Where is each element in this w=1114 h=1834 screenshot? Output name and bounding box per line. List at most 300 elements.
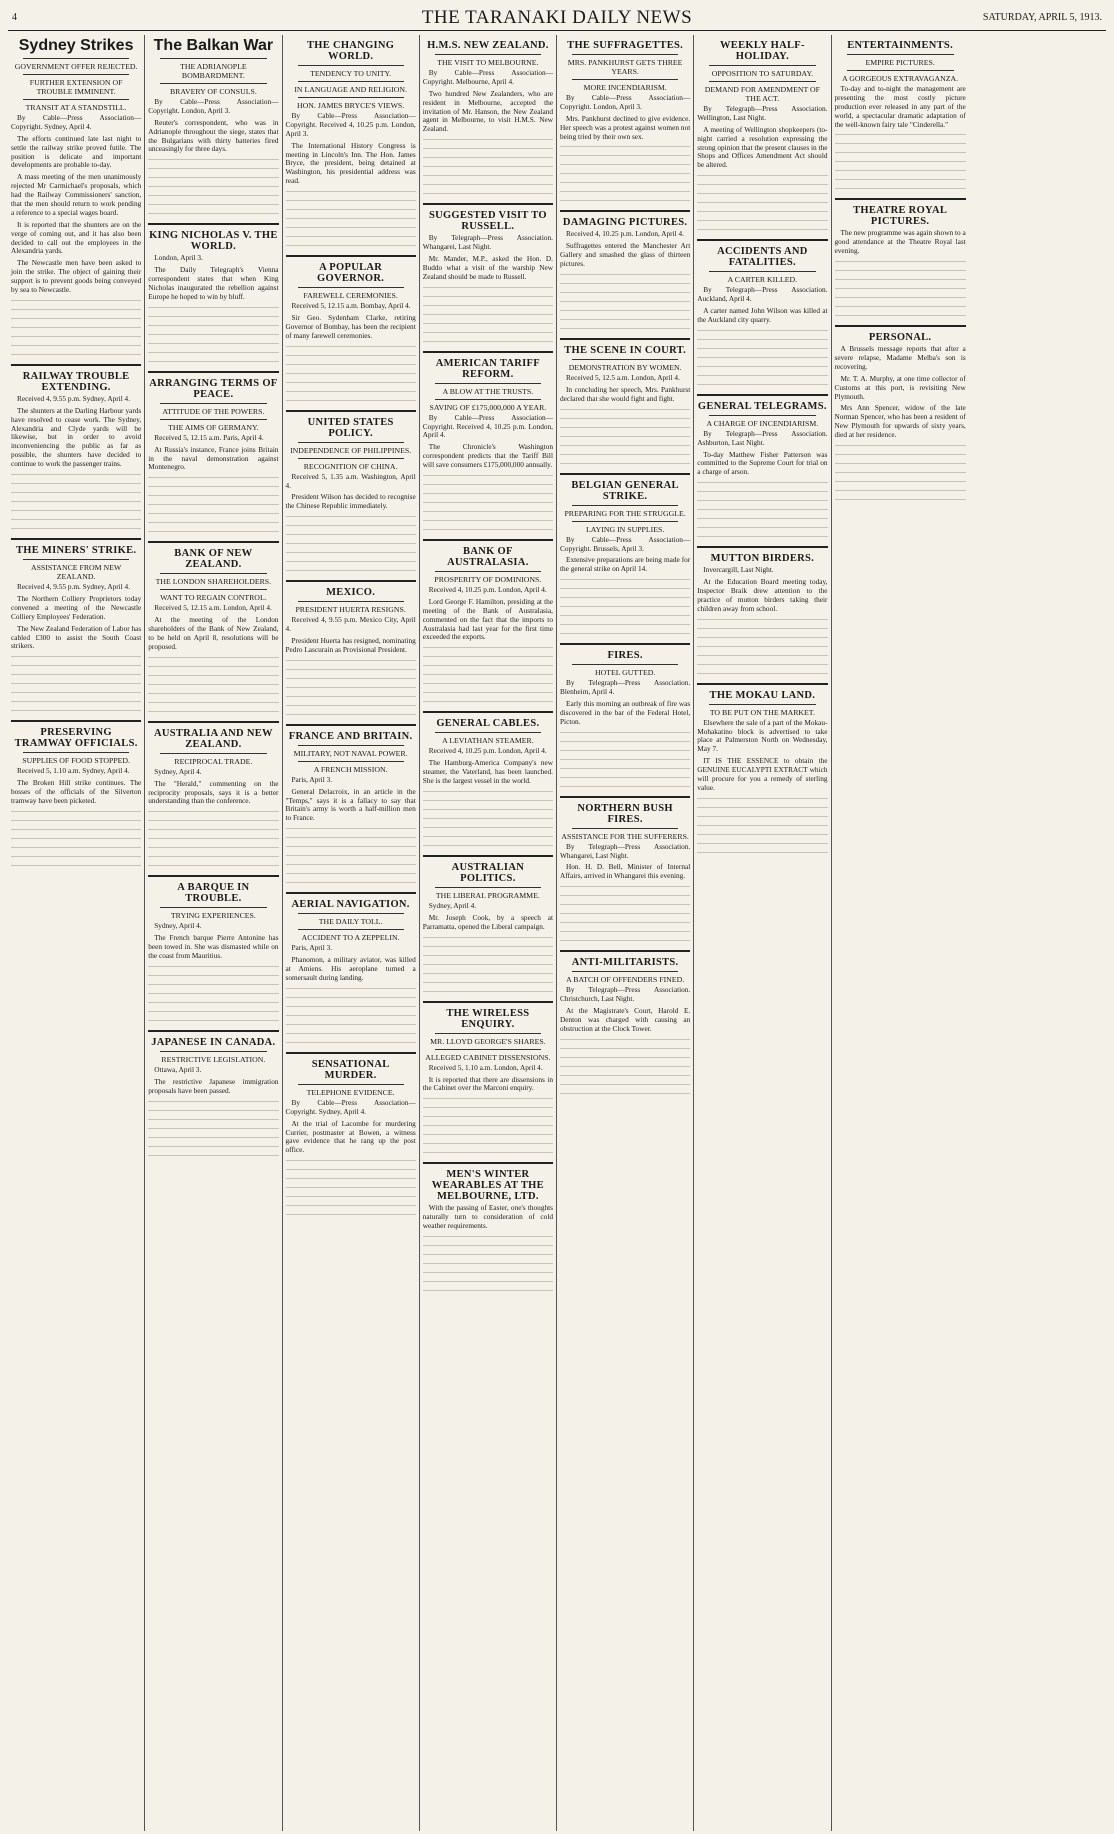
subhead-rule <box>160 403 266 404</box>
article-divider <box>423 1001 553 1003</box>
subhead-rule <box>160 589 266 590</box>
article-body-text <box>697 480 827 540</box>
article-paragraph: Ottawa, April 3. <box>154 1064 202 1074</box>
subhead-rule <box>709 65 815 66</box>
article-subheadline: WANT TO REGAIN CONTROL. <box>160 593 267 603</box>
article-body-text <box>11 809 141 869</box>
article-subheadline: RESTRICTIVE LEGISLATION. <box>161 1054 266 1064</box>
article-headline: THE WIRELESS ENQUIRY. <box>446 1007 530 1030</box>
article-paragraph: A carter named John Wilson was killed at the Auckland city quarry. <box>697 306 828 324</box>
article-headline: H.M.S. NEW ZEALAND. <box>427 40 549 51</box>
article-headline: SENSATIONAL MURDER. <box>311 1058 390 1081</box>
article-paragraph: Received 5, 1.35 a.m. Washington, April 4. <box>285 471 416 490</box>
article-subheadline: ASSISTANCE FROM NEW ZEALAND. <box>30 563 122 582</box>
subhead-rule <box>160 1051 266 1052</box>
article-body-text <box>11 654 141 714</box>
article-headline: AUSTRALIAN POLITICS. <box>451 861 525 884</box>
article-headline: MEN'S WINTER WEARABLES AT THE MELBOURNE, LTD. <box>431 1169 544 1203</box>
article-divider <box>423 351 553 353</box>
column-banner-headline: The Balkan War <box>153 37 274 54</box>
article-paragraph: It is reported that there are dissensions in the Cabinet over the Marconi enquiry. <box>422 1074 553 1093</box>
subhead-rule <box>160 573 266 574</box>
article-paragraph: By Cable—Press Association—Copyright. Sydney, April 4. <box>285 1097 416 1116</box>
article-paragraph: The "Herald," commenting on the reciprocity proposals, says it is a better understanding than the conference. <box>148 778 279 806</box>
article-divider <box>286 580 416 582</box>
article-paragraph: Paris, April 3. <box>291 943 333 953</box>
article-paragraph: At the meeting of the London shareholders of the Bank of New Zealand, to be held on April 8, resolutions will be proposed. <box>148 615 279 651</box>
article-subheadline: A CARTER KILLED. <box>727 275 798 285</box>
column-4 <box>420 35 557 1831</box>
subhead-rule <box>709 704 815 705</box>
article-paragraph: The shunters at the Darling Harbour yards have resolved to cease work. The Sydney, Alexandria and Clyde yards will be likewise, but in order to avoid inconveniencing the public as far as possible, the shunters have decided to continue to work the passenger trains. <box>11 405 142 469</box>
subhead-rule <box>298 442 404 443</box>
article-headline: MUTTON BIRDERS. <box>710 553 815 565</box>
article-subheadline: RECOGNITION OF CHINA. <box>303 461 398 471</box>
article-paragraph: Received 4, 9.55 p.m. Sydney, April 4. <box>17 582 131 592</box>
article-subheadline: TELEPHONE EVIDENCE. <box>306 1087 395 1097</box>
subhead-rule <box>160 83 266 84</box>
article-subheadline: MRS. PANKHURST GETS THREE YEARS. <box>567 58 683 76</box>
article-paragraph: Sydney, April 4. <box>428 900 477 910</box>
article-headline: DAMAGING PICTURES. <box>562 217 688 229</box>
subhead-rule <box>435 1049 541 1050</box>
article-paragraph: At the trial of Lacombe for murdering Currier, postmaster at Bowen, a witness gave evidence that he rang up the post office. <box>285 1118 416 1155</box>
article-subheadline: A FRENCH MISSION. <box>313 764 388 774</box>
article-subheadline: THE DAILY TOLL. <box>318 917 383 927</box>
article-paragraph: By Cable—Press Association—Copyright. Melbourne, April 4. <box>422 68 553 86</box>
article <box>286 410 416 575</box>
subhead-rule <box>572 54 678 55</box>
subhead-rule <box>572 505 678 506</box>
article-paragraph: Extensive preparations are being made for the general strike on April 14. <box>560 555 691 574</box>
subhead-rule <box>298 97 404 98</box>
article-divider <box>11 364 141 366</box>
article-divider <box>148 223 278 225</box>
subhead-rule <box>435 887 541 888</box>
article-headline: UNITED STATES POLICY. <box>307 416 394 439</box>
article-headline: FRANCE AND BRITAIN. <box>288 730 413 742</box>
article <box>423 711 553 849</box>
article-body-text <box>286 344 416 404</box>
column-5 <box>557 35 694 1831</box>
article-paragraph: By Cable—Press Association—Copyright. London, April 3. <box>148 97 279 115</box>
article-headline: GENERAL TELEGRAMS. <box>697 400 827 412</box>
article <box>423 539 553 705</box>
article-subheadline: FURTHER EXTENSION OF TROUBLE IMMINENT. <box>29 78 123 96</box>
article-paragraph: Early this morning an outbreak of fire was discovered in the bar of the Federal Hotel, Picton. <box>560 699 691 726</box>
article <box>148 58 278 217</box>
article-paragraph: Phanomon, a military aviator, was killed at Amiens. His aeroplane turned a somersault during landing. <box>285 955 416 982</box>
article-headline: AERIAL NAVIGATION. <box>291 899 410 911</box>
article-headline: BELGIAN GENERAL STRIKE. <box>571 479 679 502</box>
article <box>148 371 278 536</box>
article-body-text <box>286 986 416 1046</box>
article-subheadline: DEMAND FOR AMENDMENT OF THE ACT. <box>704 85 821 103</box>
article <box>286 255 416 404</box>
article-paragraph: A mass meeting of the men unanimously rejected Mr Carmichael's proposals, which had the Railway Commissioners' sanction, that the men should return to work pending a reference to a special wages board. <box>11 172 142 217</box>
article-subheadline: DEMONSTRATION BY WOMEN. <box>568 363 682 373</box>
article <box>423 1162 553 1294</box>
article <box>148 223 278 364</box>
article-paragraph: The efforts continued late last night to settle the railway strike proved futile. The position is delicate and important developments are probable to-day. <box>11 133 142 170</box>
article <box>697 394 827 540</box>
article <box>835 40 966 192</box>
article-headline: PERSONAL. <box>868 332 932 344</box>
article-paragraph: The Broken Hill strike continues. The bosses of the officials of the Silverton tramway have been picketed. <box>11 778 142 805</box>
article-paragraph: At Russia's instance, France joins Britain in the naval demonstration against Montenegro. <box>148 444 279 472</box>
article-paragraph: President Huerta has resigned, nominating Pedro Lascurain as Provisional President. <box>285 636 416 654</box>
subhead-rule <box>572 828 678 829</box>
article <box>148 721 278 870</box>
article-headline: ENTERTAINMENTS. <box>847 40 953 51</box>
article-paragraph: By Cable—Press Association—Copyright. Received 4, 10.25 p.m. London, April 3. <box>285 111 416 138</box>
article-subheadline: FAREWELL CEREMONIES. <box>303 291 398 301</box>
article-body-text <box>697 173 827 233</box>
article <box>560 473 690 638</box>
article-divider <box>423 711 553 713</box>
article-divider <box>286 724 416 726</box>
subhead-rule <box>298 65 404 66</box>
article-divider <box>560 338 690 340</box>
subhead-rule <box>572 79 678 80</box>
article-body-text <box>286 189 416 249</box>
article <box>148 1030 278 1159</box>
article-paragraph: Received 4, 10.25 p.m. London, April 4. <box>428 746 547 756</box>
article-paragraph: Lord George F. Hamilton, presiding at the meeting of the Bank of Australasia, commented on the fact that the imports to Australasia had last year for the first time exceeded the exports. <box>422 596 553 642</box>
article-body-text <box>560 884 690 944</box>
article-body-text <box>286 826 416 886</box>
article-headline: THE SCENE IN COURT. <box>564 345 687 357</box>
article-divider <box>560 643 690 645</box>
article <box>560 643 690 789</box>
article-subheadline: IN LANGUAGE AND RELIGION. <box>294 85 407 94</box>
subhead-rule <box>23 58 129 59</box>
article-body-text <box>560 144 690 204</box>
article-paragraph: Suffragettes entered the Manchester Art Gallery and smashed the glass of thirteen pictures. <box>560 241 691 269</box>
subhead-rule <box>23 99 129 100</box>
article-subheadline: HON. JAMES BRYCE'S VIEWS. <box>297 101 405 110</box>
article-paragraph: Received 5, 12.15 a.m. London, April 4. <box>154 603 272 613</box>
subhead-rule <box>298 81 404 82</box>
article <box>148 875 278 1024</box>
article <box>423 351 553 533</box>
article-body-text <box>560 407 690 467</box>
article <box>560 210 690 332</box>
article <box>11 720 141 869</box>
article <box>11 364 141 532</box>
article-paragraph: Received 5, 12.5 a.m. London, April 4. <box>566 373 680 383</box>
article-headline: THE CHANGING WORLD. <box>306 40 395 62</box>
article-paragraph: By Telegraph—Press Association. Christchurch, Last Night. <box>560 985 691 1004</box>
article-subheadline: OPPOSITION TO SATURDAY. <box>711 69 814 78</box>
article-divider <box>697 239 827 241</box>
article-paragraph: The Northern Colliery Proprietors today convened a meeting of the Newcastle Colliery Employees' Federation. <box>11 593 142 621</box>
subhead-rule <box>160 58 266 59</box>
article-headline: ARRANGING TERMS OF PEACE. <box>149 377 278 400</box>
article-paragraph: President Wilson has decided to recognise the Chinese Republic immediately. <box>285 492 416 511</box>
newspaper-title: THE TARANAKI DAILY NEWS <box>421 7 693 28</box>
article-paragraph: The Hamburg-America Company's new steamer, the Vaterland, has been launched. She is the largest vessel in the world. <box>422 758 553 786</box>
article-body-text <box>423 1096 553 1156</box>
article-divider <box>11 538 141 540</box>
subhead-rule <box>572 664 678 665</box>
article-body-text <box>560 577 690 637</box>
article-paragraph: In concluding her speech, Mrs. Pankhurst declared that she would fight and fight. <box>560 384 691 403</box>
article-headline: FIRES. <box>607 650 643 662</box>
article <box>560 40 690 204</box>
column-3 <box>283 35 420 1831</box>
article-subheadline: A BLOW AT THE TRUSTS. <box>442 386 534 396</box>
article <box>11 538 141 714</box>
article <box>423 855 553 995</box>
article-divider <box>286 255 416 257</box>
article-divider <box>286 410 416 412</box>
article-subheadline: PRESIDENT HUERTA RESIGNS. <box>295 605 406 615</box>
article-paragraph: The French barque Pierre Antonine has been towed in. She was dismasted while on the coast from Mauritius. <box>148 933 279 961</box>
article-subheadline: TO BE PUT ON THE MARKET. <box>709 707 815 717</box>
article-paragraph: By Cable—Press Association—Copyright. Received 4, 10.25 p.m. London, April 4. <box>422 412 553 440</box>
article-body-text <box>11 298 141 358</box>
article-paragraph: General Delacroix, in an article in the "Temps," says it is a fallacy to say that Britain's army is worth a half-million men to France. <box>285 786 416 823</box>
article <box>697 683 827 856</box>
article <box>11 58 141 358</box>
article-paragraph: The Daily Telegraph's Vienna correspondent states that when King Nicholas inaugurated the rebellion against Europe he hoped to win by bluff. <box>148 265 279 301</box>
article <box>560 950 690 1096</box>
article-paragraph: To-day and to-night the management are presenting the most costly picture production ever released in any part of the world, a spectacular dramatic adaptation of the well-known fairy tale "Cinderella." <box>834 84 966 129</box>
article-body-text <box>697 796 827 856</box>
article-headline: WEEKLY HALF-HOLIDAY. <box>719 40 805 62</box>
article-subheadline: A BATCH OF OFFENDERS FINED. <box>566 975 685 985</box>
article-paragraph: The New Zealand Federation of Labor has cabled £300 to assist the South Coast strikers. <box>11 623 142 651</box>
article-subheadline: HOTEL GUTTED. <box>594 668 656 678</box>
article-paragraph: By Telegraph—Press Association. Whangarei, Last Night. <box>422 233 553 252</box>
article-paragraph: By Telegraph—Press Association. Wellington, Last Night. <box>697 104 828 122</box>
article-body-text <box>423 789 553 849</box>
article-divider <box>423 1162 553 1164</box>
subhead-rule <box>298 1084 404 1085</box>
article <box>697 546 827 676</box>
article-paragraph: Mr. Mander, M.P., asked the Hon. D. Buddo what a visit of the warship New Zealand should be made to Russell. <box>422 254 553 281</box>
article-divider <box>148 371 278 373</box>
subhead-rule <box>709 81 815 82</box>
subhead-rule <box>435 571 541 572</box>
article-headline: BANK OF NEW ZEALAND. <box>174 548 253 571</box>
article-paragraph: By Cable—Press Association—Copyright. London, April 3. <box>560 93 691 111</box>
article-paragraph: Received 5, 12.15 a.m. Bombay, April 4. <box>291 301 411 311</box>
article-body-text <box>423 473 553 533</box>
article <box>286 40 416 249</box>
article-paragraph: Sir Geo. Sydenham Clarke, retiring Governor of Bombay, has been the recipient of many farewell ceremonies. <box>285 313 416 340</box>
article-subheadline: SAVING OF £175,000,000 A YEAR. <box>429 402 547 412</box>
article-subheadline: MORE INCENDIARISM. <box>583 83 667 92</box>
article-body-text <box>148 305 278 365</box>
article-headline: THE MINERS' STRIKE. <box>15 545 137 557</box>
article-body-text <box>286 658 416 718</box>
subhead-rule <box>435 54 541 55</box>
article-paragraph: Received 4, 9.55 p.m. Sydney, April 4. <box>17 393 131 403</box>
article-paragraph: By Telegraph—Press Association. Blenheim, April 4. <box>560 678 691 697</box>
article-subheadline: ALLEGED CABINET DISSENSIONS. <box>425 1052 551 1062</box>
subhead-rule <box>435 1033 541 1034</box>
article-paragraph: Invercargill, Last Night. <box>703 565 774 575</box>
article-divider <box>423 539 553 541</box>
article <box>835 198 966 319</box>
article-subheadline: TRANSIT AT A STANDSTILL. <box>25 103 127 112</box>
article <box>286 724 416 886</box>
subhead-rule <box>160 753 266 754</box>
article <box>697 239 827 388</box>
article-subheadline: THE LIBERAL PROGRAMME. <box>435 890 540 900</box>
article-body-text <box>835 132 966 192</box>
article-paragraph: IT IS THE ESSENCE to obtain the GENUINE EUCALYPTI EXTRACT which will procure for you a remedy of sterling value. <box>697 756 828 792</box>
subhead-rule <box>298 761 404 762</box>
article-subheadline: INDEPENDENCE OF PHILIPPINES. <box>290 445 412 455</box>
subhead-rule <box>709 415 815 416</box>
article-subheadline: THE LONDON SHAREHOLDERS. <box>155 577 272 587</box>
article <box>697 40 827 233</box>
article-headline: SUGGESTED VISIT TO RUSSELL. <box>428 210 547 233</box>
article-subheadline: TENDENCY TO UNITY. <box>310 69 392 78</box>
article-body-text <box>560 1037 690 1097</box>
article-subheadline: LAYING IN SUPPLIES. <box>585 524 665 534</box>
columns <box>8 35 1106 1831</box>
subhead-rule <box>709 271 815 272</box>
article-subheadline: GOVERNMENT OFFER REJECTED. <box>14 62 138 71</box>
article-paragraph: Elsewhere the sale of a part of the Mokau-Mohakatino block is advertised to take place at Palmerston North on Wednesday, May 7. <box>697 717 828 754</box>
article-divider <box>560 210 690 212</box>
subhead-rule <box>572 359 678 360</box>
article <box>148 541 278 714</box>
article-paragraph: Received 4, 9.55 p.m. Mexico City, April 4. <box>285 615 416 634</box>
article-divider <box>835 325 966 327</box>
article-subheadline: A LEVIATHAN STEAMER. <box>442 736 534 746</box>
article-subheadline: PREPARING FOR THE STRUGGLE. <box>564 508 686 518</box>
article-body-text <box>423 137 553 197</box>
article-divider <box>286 1052 416 1054</box>
article-body-text <box>148 655 278 715</box>
article <box>835 325 966 503</box>
article-paragraph: The International History Congress is meeting in Lincoln's Inn. The Hon. James Bryce, the president, being detained at Washington, his presidential address was read. <box>285 140 416 186</box>
article <box>286 892 416 1046</box>
subhead-rule <box>23 74 129 75</box>
subhead-rule <box>160 419 266 420</box>
article-subheadline: THE AIMS OF GERMANY. <box>168 422 259 432</box>
article-headline: NORTHERN BUSH FIRES. <box>577 802 673 825</box>
article-paragraph: Received 4, 10.25 p.m. London, April 4. <box>566 229 684 239</box>
article-divider <box>697 546 827 548</box>
article-paragraph: Sydney, April 4. <box>154 766 202 776</box>
article-subheadline: THE VISIT TO MELBOURNE. <box>437 58 539 67</box>
article-body-text <box>697 617 827 677</box>
article <box>423 40 553 197</box>
article-headline: KING NICHOLAS V. THE WORLD. <box>149 230 278 253</box>
article-paragraph: The new programme was again shown to a good attendance at the Theatre Royal last evening. <box>834 228 966 256</box>
subhead-rule <box>847 70 954 71</box>
article-headline: RAILWAY TROUBLE EXTENDING. <box>22 370 130 393</box>
article-paragraph: By Telegraph—Press Association. Ashburton, Last Night. <box>697 428 828 447</box>
article-paragraph: Paris, April 3. <box>291 774 333 784</box>
article-body-text <box>148 964 278 1024</box>
article-body-text <box>835 443 966 503</box>
article-body-text <box>697 328 827 388</box>
article-headline: A BARQUE IN TROUBLE. <box>177 882 250 905</box>
subhead-rule <box>435 383 541 384</box>
article-subheadline: A GORGEOUS EXTRAVAGANZA. <box>842 74 959 83</box>
article-paragraph: Mr. T. A. Murphy, at one time collector of Customs at this port, is revisiting New Plymouth. <box>834 373 966 401</box>
article <box>560 796 690 945</box>
article <box>423 203 553 344</box>
article-divider <box>423 855 553 857</box>
article-paragraph: A meeting of Wellington shopkeepers (to-night carried a resolution expressing the strong opinion that the present clauses in the Shops and Offices Amendment Act should be altered. <box>697 124 828 170</box>
article-subheadline: RECIPROCAL TRADE. <box>174 756 253 766</box>
subhead-rule <box>847 54 954 55</box>
column-1 <box>8 35 145 1831</box>
issue-date: SATURDAY, APRIL 5, 1913. <box>982 12 1102 23</box>
article-subheadline: PROSPERITY OF DOMINIONS. <box>434 575 542 585</box>
subhead-rule <box>298 913 404 914</box>
article-divider <box>286 892 416 894</box>
article-subheadline: THE ADRIANOPLE BOMBARDMENT. <box>180 62 247 80</box>
subhead-rule <box>23 752 129 753</box>
article-headline: A POPULAR GOVERNOR. <box>317 262 385 285</box>
article <box>560 338 690 467</box>
article-body-text <box>560 730 690 790</box>
article-paragraph: Hon. H. D. Bell, Minister of Internal Affairs, arrived in Whangarei this evening. <box>560 862 691 881</box>
column-2 <box>145 35 282 1831</box>
article-paragraph: By Cable—Press Association—Copyright. Brussels, April 3. <box>560 534 691 553</box>
article-paragraph: A Brussels message reports that after a severe relapse, Madame Melba's son is recovering. <box>834 344 966 371</box>
article-headline: AUSTRALIA AND NEW ZEALAND. <box>153 727 273 750</box>
article-subheadline: SUPPLIES OF FOOD STOPPED. <box>22 756 130 766</box>
article-headline: ACCIDENTS AND FATALITIES. <box>717 246 808 269</box>
article-paragraph: The Newcastle men have been asked to join the strike. The object of gaining their support is to prevent goods being conveyed by sea to Newcastle. <box>11 258 142 295</box>
article <box>286 580 416 718</box>
article-divider <box>423 203 553 205</box>
article-paragraph: By Telegraph—Press Association. Auckland, April 4. <box>697 285 828 304</box>
article-body-text <box>423 935 553 995</box>
article-headline: BANK OF AUSTRALASIA. <box>447 546 529 569</box>
article-paragraph: By Cable—Press Association—Copyright. Sydney, April 4. <box>11 113 142 131</box>
article <box>286 1052 416 1218</box>
article-paragraph: Received 4, 10.25 p.m. London, April 4. <box>428 585 547 595</box>
article-body-text <box>148 809 278 869</box>
article-headline: THE MOKAU LAND. <box>709 689 816 701</box>
article-body-text <box>423 1234 553 1294</box>
article-paragraph: Received 5, 1.10 a.m. Sydney, April 4. <box>17 766 130 776</box>
article-body-text <box>423 645 553 705</box>
article-headline: JAPANESE IN CANADA. <box>151 1036 276 1048</box>
article-paragraph: At the Education Board meeting today, Inspector Braik drew attention to the practice of mutton birders taking their children away from school. <box>697 577 828 613</box>
subhead-rule <box>298 929 404 930</box>
article-paragraph: It is reported that the shunters are on the verge of coming out, and it has also been decided to call out the employees in the Alexandria yards. <box>11 219 142 256</box>
article-headline: MEXICO. <box>326 587 376 599</box>
page-number: 4 <box>12 12 17 23</box>
subhead-rule <box>572 971 678 972</box>
article-body-text <box>11 472 141 532</box>
article-paragraph: Two hundred New Zealanders, who are resident in Melbourne, accepted the invitation of Mr. Hanson, the New Zealand agent in Melbourne, to visit H.M.S. New Zealand. <box>422 88 553 134</box>
article-subheadline: ATTITUDE OF THE POWERS. <box>162 406 265 416</box>
article-subheadline: BRAVERY OF CONSULS. <box>169 87 257 96</box>
article-body-text <box>148 475 278 535</box>
article-divider <box>11 720 141 722</box>
subhead-rule <box>435 399 541 400</box>
article-divider <box>148 875 278 877</box>
subhead-rule <box>298 745 404 746</box>
column-7 <box>832 35 969 1831</box>
article-paragraph: London, April 3. <box>154 253 203 263</box>
article-headline: THE SUFFRAGETTES. <box>567 40 684 51</box>
article-paragraph: Sydney, April 4. <box>154 921 202 931</box>
